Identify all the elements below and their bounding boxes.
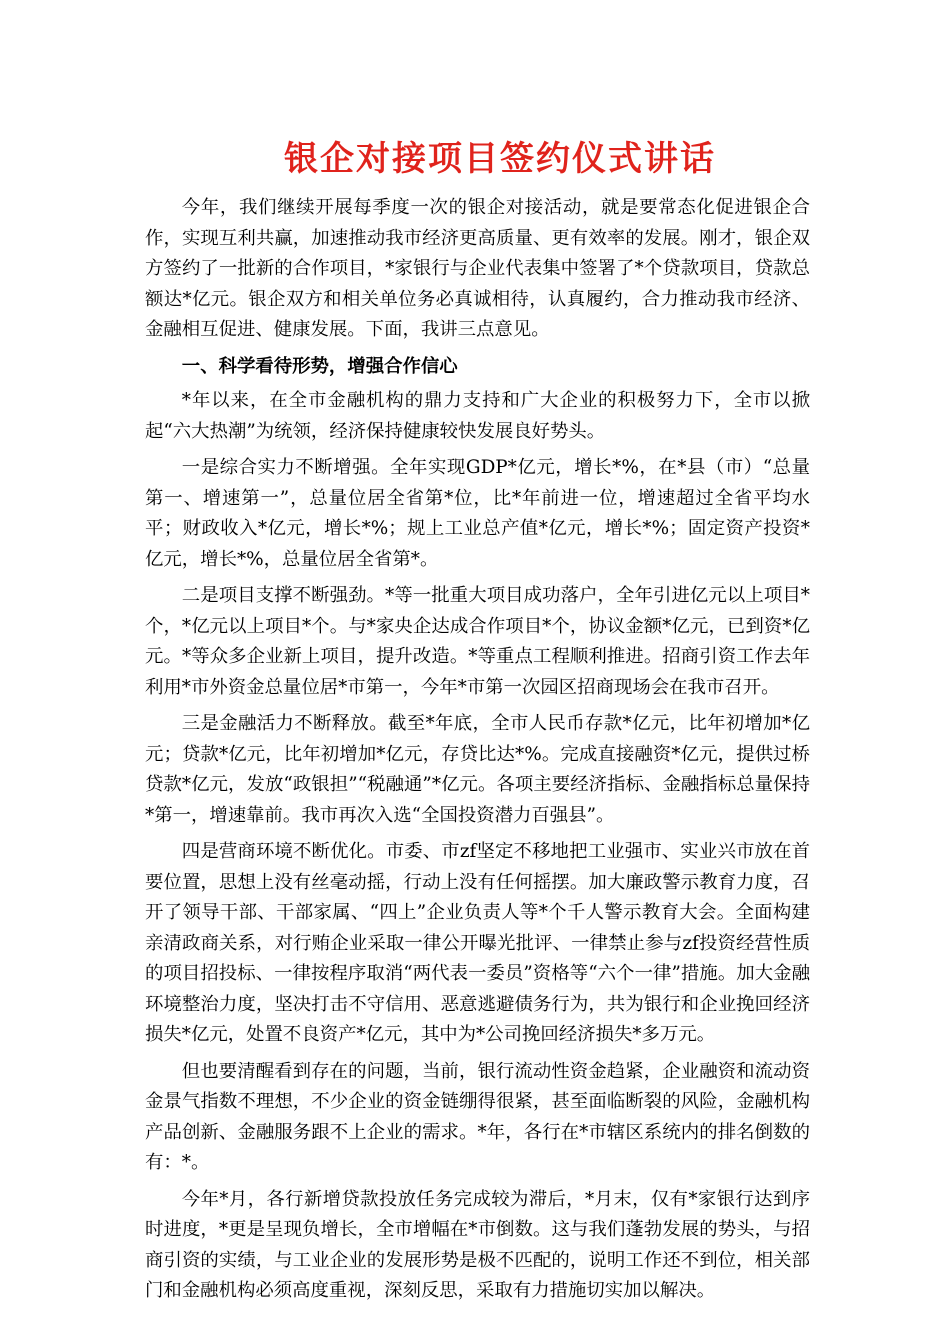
paragraph: *年以来，在全市金融机构的鼎力支持和广大企业的积极努力下，全市以掀起“六大热潮”为统领，经济保持健康较快发展良好势头。 — [145, 390, 810, 442]
paragraph-intro: 今年，我们继续开展每季度一次的银企对接活动，就是要常态化促进银企合作，实现互利共赢，加速推动我市经济更高质量、更有效率的发展。刚才，银企双方签约了一批新的合作项目，*家银行与企业代表集中签署了*个贷款项目，贷款总额达*亿元。银企双方和相关单位务必真诚相待，认真履约，合力推动我市经济、金融相互促进、健康发展。下面，我讲三点意见。 — [145, 197, 810, 340]
paragraph: 二是项目支撑不断强劲。*等一批重大项目成功落户，全年引进亿元以上项目*个，*亿元以上项目*个。与*家央企达成合作项目*个，协议金额*亿元，已到资*亿元。*等众多企业新上项目，提升改造。*等重点工程顺利推进。招商引资工作去年利用*市外资金总量位居*市第一，今年*市第一次园区招商现场会在我市召开。 — [145, 585, 810, 698]
paragraph: 三是金融活力不断释放。截至*年底，全市人民币存款*亿元，比年初增加*亿元；贷款*亿元，比年初增加*亿元，存贷比达*%。完成直接融资*亿元，提供过桥贷款*亿元，发放“政银担”“税融通”*亿元。各项主要经济指标、金融指标总量保持*第一，增速靠前。我市再次入选“全国投资潜力百强县”。 — [145, 713, 810, 826]
document-page — [145, 135, 810, 1313]
paragraph: 四是营商环境不断优化。市委、市zf坚定不移地把工业强市、实业兴市放在首要位置，思想上没有丝毫动摇，行动上没有任何摇摆。加大廉政警示教育力度，召开了领导干部、干部家属、“四上”企业负责人等*个千人警示教育大会。全面构建亲清政商关系，对行贿企业采取一律公开曝光批评、一律禁止参与zf投资经营性质的项目招投标、一律按程序取消“两代表一委员”资格等“六个一律”措施。加大金融环境整治力度，坚决打击不守信用、恶意逃避债务行为，共为银行和企业挽回经济损失*亿元，处置不良资产*亿元，其中为*公司挽回经济损失*多万元。 — [145, 841, 810, 1045]
section-heading-1: 一、科学看待形势，增强合作信心 — [181, 355, 458, 377]
paragraph: 一是综合实力不断增强。全年实现GDP*亿元，增长*%，在*县（市）“总量第一、增速第一”，总量位居全省第*位，比*年前进一位，增速超过全省平均水平；财政收入*亿元，增长*%；规上工业总产值*亿元，增长*%；固定资产投资*亿元，增长*%，总量位居全省第*。 — [145, 457, 810, 570]
paragraph: 今年*月，各行新增贷款投放任务完成较为滞后，*月末，仅有*家银行达到序时进度，*更是呈现负增长，全市增幅在*市倒数。这与我们蓬勃发展的势头，与招商引资的实绩，与工业企业的发展形势是极不匹配的，说明工作还不到位，相关部门和金融机构必须高度重视，深刻反思，采取有力措施切实加以解决。 — [145, 1188, 810, 1301]
document-title: 银企对接项目签约仪式讲话 — [284, 139, 716, 179]
paragraph: 但也要清醒看到存在的问题，当前，银行流动性资金趋紧，企业融资和流动资金景气指数不理想，不少企业的资金链绷得很紧，甚至面临断裂的风险，金融机构产品创新、金融服务跟不上企业的需求。*年，各行在*市辖区系统内的排名倒数的有：*。 — [145, 1060, 810, 1173]
